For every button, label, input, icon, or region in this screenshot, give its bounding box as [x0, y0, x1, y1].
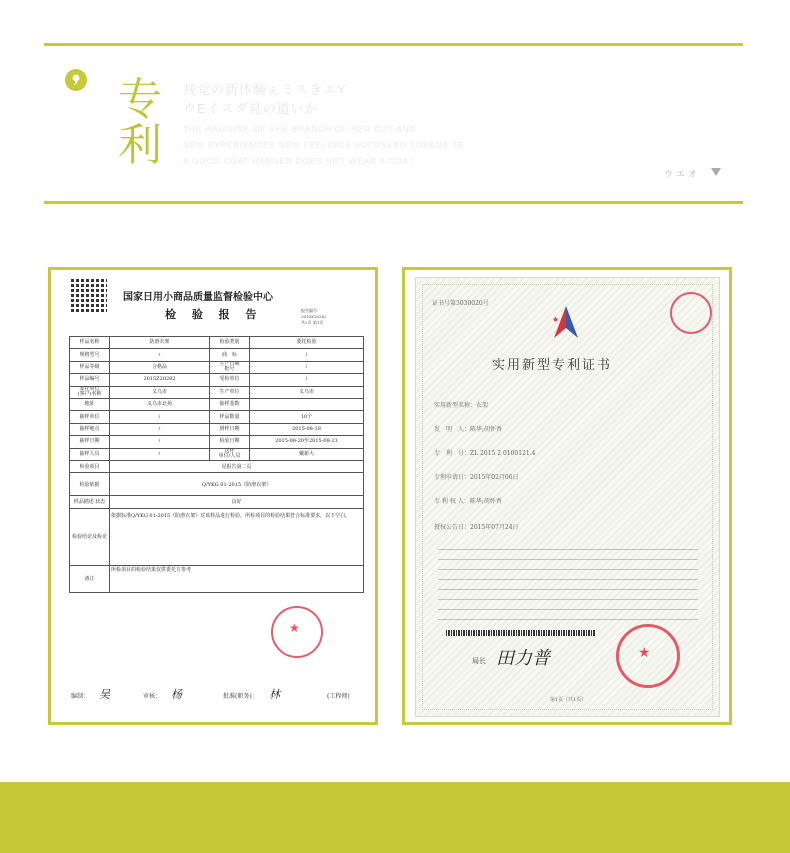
table-cell: 规格型号	[70, 349, 110, 361]
table-cell: 抽样人员	[70, 448, 110, 460]
barcode	[446, 630, 596, 636]
table-cell: 抽样单位	[70, 411, 110, 423]
field-6: 授权公告日：2015年07月24日	[434, 524, 519, 531]
sign-label-3: 批准(职务)：	[223, 693, 258, 700]
table-cell: 义乌市	[110, 386, 210, 398]
table-cell: 合格品	[110, 361, 210, 373]
page-indicator: 第1页（共1页）	[550, 697, 587, 703]
seal-star-icon: ★	[638, 644, 651, 660]
patent-certificate-card	[402, 267, 732, 725]
cell: 依据标准Q/YKG 01-2015《防滑衣架》对该样品进行检验，所检项目的检验结果符合标准要求。以下空白。	[110, 508, 364, 565]
inspection-report-card	[48, 267, 378, 725]
director-signature: 田力普	[496, 648, 550, 669]
cell: 所检项目的检验结果仅供委托方参考	[110, 565, 364, 592]
report-pages: 共2页 第1页	[301, 320, 324, 325]
report-title: 国家日用小商品质量监督检验中心	[123, 292, 273, 303]
report-table	[69, 336, 364, 593]
side-label: ウエオ	[664, 169, 701, 179]
table-cell: 2015-08-20至2015-08-21	[250, 436, 364, 448]
table-cell: 到样日期	[210, 423, 250, 435]
sign-label-2: 审核：	[143, 693, 162, 700]
qr-code-icon	[71, 278, 107, 314]
cell: Q/YKG 01-2015《防滑衣架》	[110, 473, 364, 496]
table-cell: 生产单位	[210, 386, 250, 398]
report-no: 2015Z20282	[301, 314, 327, 319]
table-cell: 样品等级	[70, 361, 110, 373]
patent-certificate	[415, 277, 720, 717]
field-3: 专 利 号：ZL 2015 2 0100121.4	[434, 450, 536, 457]
table-cell: 防滑衣架	[110, 337, 210, 349]
faint-en-line-2: NEW EXPERIENCES NEW FEELINGS SOFRNLRO TOEKMF TE	[183, 141, 465, 150]
table-cell: 样品数量	[210, 411, 250, 423]
cell: 检验依据	[70, 473, 110, 496]
table-cell: /	[110, 411, 210, 423]
footer-band	[0, 782, 790, 853]
chevron-down-icon	[711, 168, 721, 176]
table-cell: /	[250, 361, 364, 373]
table-cell: 检验日期	[210, 436, 250, 448]
field-1: 实用新型名称：衣架	[434, 402, 489, 409]
signature-3: 林	[269, 688, 280, 701]
faint-jp-line-2: ウEイスダ見の道いか	[183, 101, 319, 116]
table-cell: 义乌市北苑	[110, 398, 210, 410]
table-cell: 受检单位	[210, 374, 250, 386]
title-char-1: 专	[118, 74, 162, 125]
field-4: 专利申请日：2015年02月06日	[434, 474, 519, 481]
table-cell: 委托检验	[250, 337, 364, 349]
cell: 检验项目	[70, 460, 110, 472]
report-subtitle: 检 验 报 告	[165, 308, 263, 321]
field-5: 专 利 权 人：陈华;胡怀香	[434, 498, 502, 505]
director-label: 局长	[472, 657, 486, 665]
table-cell: 样品编号	[70, 374, 110, 386]
table-cell: /	[110, 448, 210, 460]
stamp-star-icon: ★	[289, 621, 300, 635]
comma-icon	[64, 68, 88, 92]
table-cell: /	[110, 436, 210, 448]
table-cell: 送样 单位/人员	[210, 448, 250, 460]
table-cell: 地址	[70, 398, 110, 410]
faint-jp-line-1: 视觉の新体験ぇミスきエY	[183, 82, 347, 97]
field-2: 发 明 人：陈华;胡怀香	[434, 426, 503, 433]
table-cell: 抽样地点	[70, 423, 110, 435]
table-cell: 戴新大	[250, 448, 364, 460]
faint-en-line-1: THE HAIRLINE OF THE BRANCH OF HER CUT AND	[183, 125, 417, 134]
report-no-label: 报告编号：	[301, 308, 321, 313]
table-cell: 10个	[250, 411, 364, 423]
signature-2: 杨	[171, 688, 182, 701]
table-cell: 委托单位 (客户)名称	[70, 386, 110, 398]
patent-emblem-icon	[544, 302, 588, 342]
table-cell: 样品名称	[70, 337, 110, 349]
cert-no: 证书号第3030020号	[432, 300, 489, 307]
top-rule	[44, 43, 743, 46]
table-cell: 检验类别	[210, 337, 250, 349]
table-cell: 2015-08-18	[250, 423, 364, 435]
table-cell: 生产日期 批号	[210, 361, 250, 373]
bottom-rule	[44, 201, 743, 204]
table-cell: 2015Z20282	[110, 374, 210, 386]
table-cell: 商 标	[210, 349, 250, 361]
sign-label-1: 编制：	[71, 693, 90, 700]
table-cell: 抽样基数	[210, 398, 250, 410]
cell: 样品描述 状态	[70, 496, 110, 508]
cell: 备注	[70, 565, 110, 592]
cell: 检验结论及检论	[70, 508, 110, 565]
table-cell: /	[250, 374, 364, 386]
title-char-2: 利	[118, 120, 162, 171]
sign-label-4: (工程师)	[327, 693, 350, 700]
cell: 良好	[110, 496, 364, 508]
cell: 见报告第二页	[110, 460, 364, 472]
patent-title: 实用新型专利证书	[492, 358, 613, 373]
table-cell: 义乌市	[250, 386, 364, 398]
table-cell: /	[110, 349, 210, 361]
signature-1: 吴	[99, 688, 110, 701]
table-cell	[250, 398, 364, 410]
table-cell: 抽样日期	[70, 436, 110, 448]
svg-text:★: ★	[552, 315, 560, 324]
table-cell: /	[250, 349, 364, 361]
inspection-report	[65, 276, 365, 716]
body-text-lines	[438, 540, 698, 629]
table-cell: /	[110, 423, 210, 435]
patent-office-stamp	[670, 292, 712, 334]
faint-en-line-3: A GOOD COAT HANGER DOES NOT WEAR A COAT	[183, 157, 415, 166]
